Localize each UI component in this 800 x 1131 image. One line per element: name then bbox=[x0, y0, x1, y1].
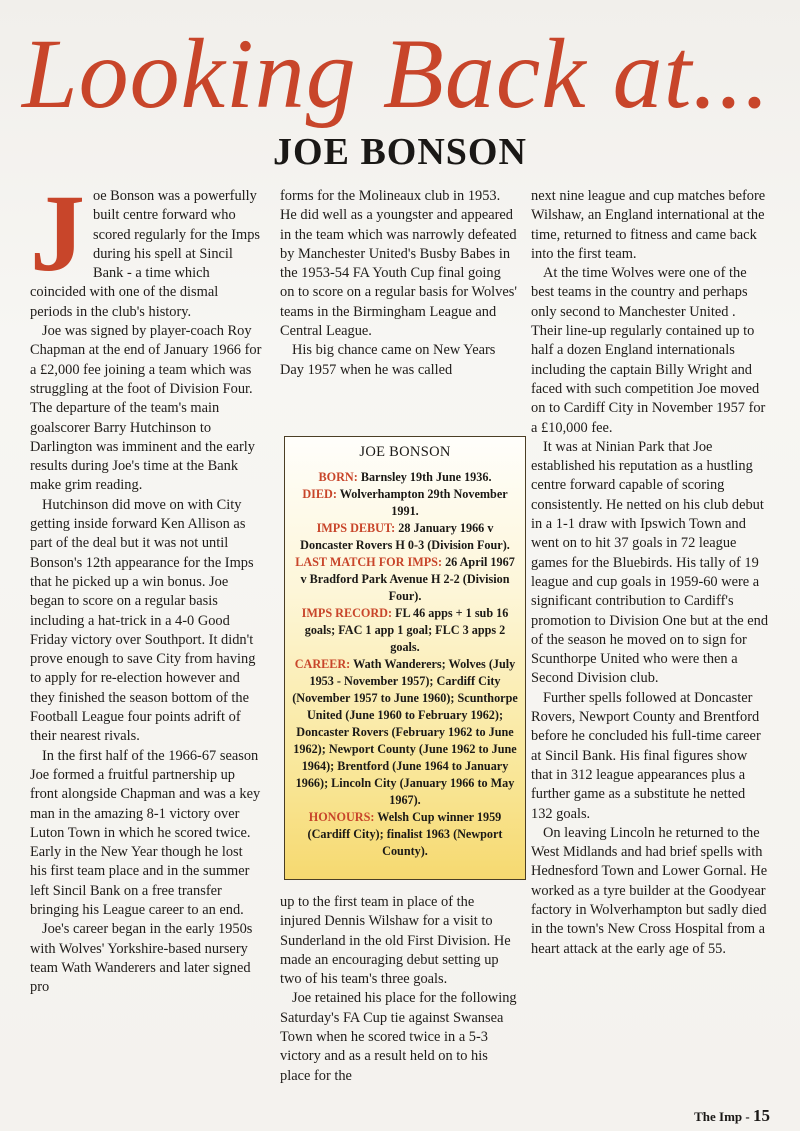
info-value: 28 January 1966 v Doncaster Rovers H 0-3 (Division Four). bbox=[300, 521, 510, 552]
article-paragraph: At the time Wolves were one of the best teams in the country and perhaps only second to Manchester United . Their line-up regularly contained up to half a dozen England internationals including the captain Billy Wright and faced with such competition Joe moved on to Cardiff City in November 1957 for a £10,000 fee. bbox=[531, 265, 766, 436]
article-paragraph: His big chance came on New Years Day 1957 when he was called bbox=[280, 342, 496, 378]
article-paragraph: Hutchinson did move on with City getting inside forward Ken Allison as part of the deal but it was not until Bonson's 12th appearance for the Imps that he picked up a win bonus. Joe began to score on a regular basis including a hat-trick in a 4-0 Good Friday victory over Southport. It didn't prove enough to save City from having to apply for re-election however and they finished the season bottom of the Football League four points adrift of their nearest rivals. bbox=[30, 496, 256, 745]
page-number: 15 bbox=[753, 1106, 770, 1125]
info-value: FL 46 apps + 1 sub 16 goals; FAC 1 app 1 goal; FLC 3 apps 2 goals. bbox=[304, 606, 509, 654]
article-column-3 bbox=[531, 187, 769, 959]
info-label: IMPS DEBUT: bbox=[316, 521, 396, 535]
info-label: LAST MATCH FOR IMPS: bbox=[295, 555, 443, 569]
info-value: 26 April 1967 v Bradford Park Avenue H 2-2 (Division Four). bbox=[300, 555, 515, 603]
article-paragraph: next nine league and cup matches before Wilshaw, an England international at the time, returned to fitness and came back into the first team. bbox=[531, 188, 766, 262]
player-info-box bbox=[284, 436, 526, 880]
info-label: HONOURS: bbox=[308, 810, 375, 824]
article-column-2-bottom bbox=[280, 893, 518, 1086]
info-label: DIED: bbox=[302, 487, 337, 501]
paragraph-text: oe Bonson was a powerfully built centre forward who scored regularly for the Imps during his spell at Sincil Bank - a time which coincided with one of the dismal periods in the club's history. bbox=[30, 188, 261, 320]
article-paragraph: On leaving Lincoln he returned to the West Midlands and had brief spells with Hednesford Town and Lower Gornal. He worked as a tyre builder at the Goodyear factory in Wolverhampton but sadly died in the town's New Cross Hospital from a heart attack at the early age of 55. bbox=[531, 824, 768, 957]
article-column-2-top bbox=[280, 187, 518, 380]
page-footer bbox=[694, 1106, 770, 1126]
info-label: IMPS RECORD: bbox=[301, 606, 393, 620]
info-row-career bbox=[291, 656, 519, 809]
info-row-record bbox=[291, 605, 519, 656]
article-paragraph: Joe retained his place for the following Saturday's FA Cup tie against Swansea Town when he scored twice in a 5-3 victory and as a result held on to his place for the bbox=[280, 990, 517, 1084]
article-paragraph: Joe's career began in the early 1950s with Wolves' Yorkshire-based nursery team Wath Wanderers and later signed pro bbox=[30, 921, 253, 996]
publication-name: The Imp - bbox=[694, 1109, 750, 1124]
article-paragraph bbox=[30, 172, 262, 322]
info-row-born bbox=[291, 469, 519, 486]
article-paragraph: Further spells followed at Doncaster Rovers, Newport County and Brentford before he concluded his full-time career at Sincil Bank. His final figures show that in 312 league appearances plus a further game as a substitute he netted 132 goals. bbox=[531, 689, 761, 822]
info-row-honours bbox=[291, 809, 519, 860]
info-value: Wolverhampton 29th November 1991. bbox=[339, 487, 508, 518]
info-label: CAREER: bbox=[294, 657, 351, 671]
info-value: Welsh Cup winner 1959 (Cardiff City); finalist 1963 (Newport County). bbox=[307, 810, 503, 858]
article-paragraph: Joe was signed by player-coach Roy Chapman at the end of January 1966 for a £2,000 fee joining a team which was struggling at the foot of Division Four. The departure of the team's main goalscorer Barry Hutchinson to Darlington was imminent and the early results during Joe's time at the Bank make grim reading. bbox=[30, 323, 262, 494]
info-row-debut bbox=[291, 520, 519, 554]
article-paragraph: It was at Ninian Park that Joe established his reputation as a hustling centre forward capable of scoring consistently. He netted on his club debut in a 1-1 draw with Ipswich Town and went on to hit 37 goals in 72 league games for the Bluebirds. His tally of 19 league and cup goals in 1959-60 were a significant contribution to Cardiff's promotion to Division One but at the end of the season he moved on to sign for Scunthorpe United who were then a Second Division club. bbox=[531, 438, 769, 687]
info-value: Wath Wanderers; Wolves (July 1953 - November 1957); Cardiff City (November 1957 to June 1960); Scunthorpe United (June 1960 to February 1962); Doncaster Rovers (February 1962 to June 1962); Newport County (June 1962 to June 1964); Brentford (June 1964 to January 1966); Lincoln City (January 1966 to May 1967). bbox=[292, 657, 518, 807]
info-row-died bbox=[291, 486, 519, 520]
article-column-1 bbox=[30, 172, 262, 997]
drop-cap: J bbox=[30, 172, 85, 294]
article-paragraph: In the first half of the 1966-67 season Joe formed a fruitful partnership up front alongside Chapman and was a key man in the amazing 8-1 victory over Luton Town in which he scored twice. Early in the New Year though he lost his first team place and in the summer left Sincil Bank on a free transfer bringing his League career to an end. bbox=[30, 747, 261, 918]
headline: Looking Back at... bbox=[22, 18, 771, 129]
info-box-title: JOE BONSON bbox=[359, 444, 451, 460]
subject-name: JOE BONSON bbox=[273, 131, 527, 173]
info-label: BORN: bbox=[318, 470, 358, 484]
info-row-last-match bbox=[291, 554, 519, 605]
info-value: Barnsley 19th June 1936. bbox=[360, 470, 492, 484]
article-paragraph: up to the first team in place of the injured Dennis Wilshaw for a visit to Sunderland in the old First Division. He made an encouraging debut setting up two of his team's three goals. bbox=[280, 894, 511, 988]
article-paragraph: forms for the Molineaux club in 1953. He did well as a youngster and appeared in the team which was narrowly defeated by Manchester United's Busby Babes in the 1953-54 FA Youth Cup final going on to score on a regular basis for Wolves' teams in the Birmingham League and Central League. bbox=[280, 188, 517, 340]
